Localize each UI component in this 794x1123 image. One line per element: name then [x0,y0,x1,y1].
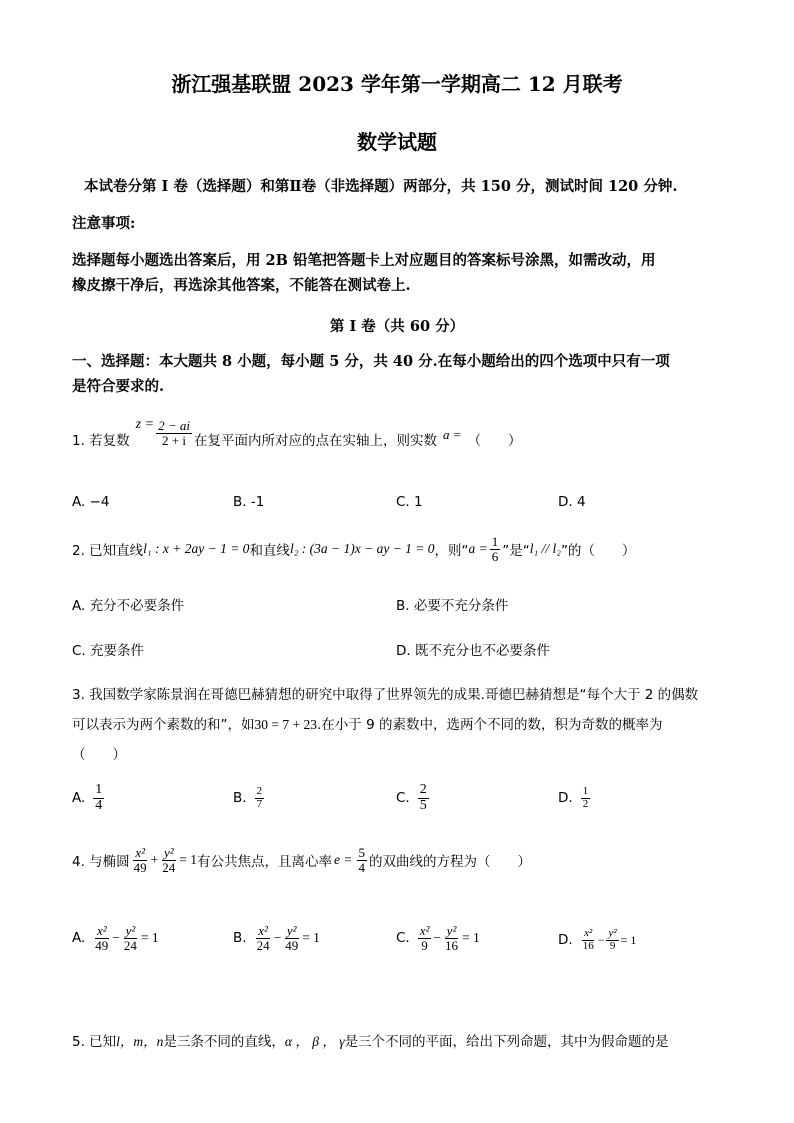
q4-y2-den: 24 [162,859,176,875]
q1-suffix: （ ） [467,433,522,450]
q1-option-a[interactable]: A. −4 [72,494,110,510]
q5-middle: 是三条不同的直线， [163,1034,285,1050]
q1-z-equals: z = [135,417,155,433]
q3-option-fraction [255,786,265,810]
q4-opt-y-den: 9 [609,939,616,952]
q2-line-l1: l₁ : x + 2ay − 1 = 0 [143,541,250,557]
q2-line-l2: l₂ : (3a − 1)x − ay − 1 = 0 [289,541,435,557]
q4-option-x-term [418,924,432,952]
q4-ellipse-term-y [160,846,177,874]
q4-opt-y-den: 16 [445,937,459,953]
q3-option-numerator: 1 [582,785,589,797]
q4-opt-x2: x² [96,923,107,938]
q4-option-label: A. [72,930,86,947]
q2-cond-numerator: 1 [491,534,499,549]
q3-option-fraction [581,786,591,810]
q4-opt-equals: = 1 [140,930,159,946]
question-2 [72,535,635,563]
q4-y2: y² [163,845,174,860]
q4-e-num: 5 [358,845,366,860]
q4-opt-equals: = 1 [302,930,320,946]
q1-fraction [156,419,192,447]
q4-x2: x² [135,845,145,860]
q4-option-y-term [122,924,139,952]
q5-prefix: 5. 已知 [72,1034,117,1050]
q5-suffix: 是三个不同的平面，给出下列命题，其中为假命题的是 [344,1034,669,1050]
q3-option-b[interactable] [233,786,266,810]
q2-condition-fraction [490,535,501,563]
exam-title: 浙江强基联盟 2023 学年第一学期高二 12 月联考 [171,72,623,96]
q4-opt-minus: − [112,930,120,946]
q4-opt-y-den: 49 [285,937,299,953]
q2-condition-var: a = [468,541,488,557]
q2-middle-1: 和直线 [249,543,290,560]
q4-option-a[interactable] [72,924,159,952]
q2-parallel: l₁ // l₂ [529,541,561,557]
q4-opt-y2: y² [125,923,136,938]
q4-opt-x2: x² [584,927,593,939]
q4-option-y-term [283,924,300,952]
q4-option-x-term [581,928,596,952]
q5-lines: l，m，n [116,1034,164,1049]
q4-opt-equals: = 1 [620,932,637,947]
q4-opt-y2: y² [286,923,297,938]
q3-option-fraction [93,783,104,813]
q2-middle-2: ，则“ [434,543,469,560]
q1-option-c[interactable]: C. 1 [396,494,423,510]
q3-option-c[interactable] [396,783,431,813]
q2-cond-denominator: 6 [491,548,499,564]
q1-option-d[interactable]: D. 4 [558,494,586,510]
q4-opt-x-den: 49 [95,937,109,953]
q4-opt-x-den: 9 [421,937,428,953]
q4-middle: 有公共焦点，且离心率 [197,854,333,871]
q3-option-label: B. [233,790,247,807]
q4-option-label: D. [558,932,573,949]
q4-e-den: 4 [358,859,366,875]
question-5 [72,1030,669,1050]
q4-opt-x-den: 16 [582,939,594,952]
q3-line-2 [72,713,662,733]
q2-option-b[interactable]: B. 必要不充分条件 [396,598,509,614]
q4-equals-one: = 1 [179,852,198,868]
q2-suffix: ”的（ ） [560,543,636,560]
q1-prefix: 1. 若复数 [72,433,130,450]
q3-option-numerator: 2 [256,785,263,797]
question-4 [72,846,531,874]
q4-option-y-term [443,924,460,952]
q3-equation: 30 = 7 + 23 [254,717,317,732]
q4-opt-equals: = 1 [462,930,480,946]
q1-variable: a = [442,427,462,443]
section-heading-line-2: 是符合要求的. [72,378,165,395]
q2-option-c[interactable]: C. 充要条件 [72,643,145,659]
q3-option-label: A. [72,790,86,807]
q3-option-denominator: 4 [95,797,103,813]
q3-option-denominator: 2 [582,797,589,810]
q3-option-fraction [418,783,429,813]
q2-middle-3: ”是“ [502,543,530,560]
q3-option-numerator: 1 [95,782,103,797]
q4-opt-y-den: 24 [123,937,137,953]
q4-option-x-term [255,924,272,952]
q4-opt-x2: x² [258,923,268,938]
q1-option-b[interactable]: B. -1 [233,494,265,510]
q3-option-d[interactable] [558,786,592,810]
q3-option-label: C. [396,790,410,807]
notice-title: 注意事项: [72,215,136,232]
q1-denominator: 2 + i [162,432,186,448]
q1-middle: 在复平面内所对应的点在实轴上，则实数 [193,433,437,450]
q4-opt-x2: x² [419,923,430,938]
q3-option-denominator: 5 [419,797,427,813]
exam-subtitle: 数学试题 [357,130,437,154]
q4-opt-y2: y² [446,923,457,938]
notice-line-1: 选择题每小题选出答案后，用 2B 铅笔把答题卡上对应题目的答案标号涂黑，如需改动，用 [72,252,656,269]
q3-option-label: D. [558,790,573,807]
q4-opt-minus: − [273,930,282,946]
q4-option-label: B. [233,930,247,947]
section-heading-line-1: 一、选择题：本大题共 8 小题，每小题 5 分，共 40 分.在每小题给出的四个选项中只有一项 [72,353,670,370]
q4-option-y-term [606,928,618,952]
q4-option-label: C. [396,930,410,947]
q3-line-3: （ ） [72,747,126,763]
q2-option-d[interactable]: D. 既不充分也不必要条件 [396,643,550,659]
q2-prefix: 2. 已知直线 [72,543,144,560]
notice-line-2: 橡皮擦干净后，再选涂其他答案，不能答在测试卷上. [72,277,411,294]
q3-line-1: 3. 我国数学家陈景润在哥德巴赫猜想的研究中取得了世界领先的成果.哥德巴赫猜想是“每个大于 2 的偶数 [72,687,699,703]
q4-option-d[interactable] [558,928,636,952]
q4-plus: + [150,852,159,868]
q4-ellipse-term-x [132,846,149,874]
part1-heading: 第 I 卷（共 60 分） [329,318,465,335]
q3-option-a[interactable] [72,783,106,813]
q4-prefix: 4. 与椭圆 [72,854,130,871]
q4-x2-den: 49 [133,859,147,875]
q1-numerator: 2 − ai [158,418,190,433]
q4-option-c[interactable] [396,924,480,952]
q4-opt-minus: − [597,932,605,947]
q4-opt-x-den: 24 [256,937,270,953]
q5-planes: α ， β ， γ [284,1034,345,1049]
question-1 [72,417,522,453]
intro-line: 本试卷分第 I 卷（选择题）和第Ⅱ卷（非选择题）两部分，共 150 分，测试时间 120 分钟. [84,178,678,195]
q3-option-numerator: 2 [419,782,427,797]
q4-opt-y2: y² [608,927,617,939]
q3-line-2-suffix: .在小于 9 的素数中，选两个不同的数，积为奇数的概率为 [316,717,663,733]
q3-line-2-prefix: 可以表示为两个素数的和”，如 [72,717,255,733]
q4-eccentricity [357,846,368,874]
q4-option-b[interactable] [233,924,320,952]
q4-opt-minus: − [433,930,442,946]
q4-suffix: 的双曲线的方程为（ ） [369,854,532,871]
q4-option-x-term [93,924,110,952]
q4-e-var: e = [334,852,353,868]
q2-option-a[interactable]: A. 充分不必要条件 [72,598,185,614]
q3-option-denominator: 7 [256,797,263,810]
